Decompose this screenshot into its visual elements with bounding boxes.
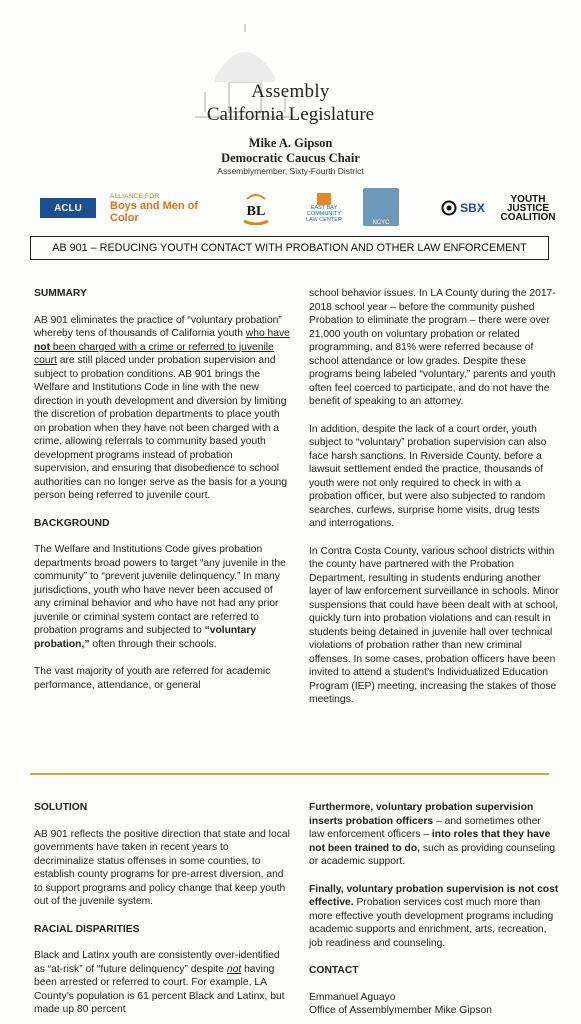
background-heading: BACKGROUND [34,517,110,529]
boys-men-of-color-logo: ALLIANCE FOR Boys and Men of Color [110,192,199,224]
youth-justice-coalition-logo: YOUTH JUSTICE COALITION [500,193,556,223]
ncyc-logo: NCYC [363,188,399,226]
member-role: Democratic Caucus Chair [221,151,360,165]
contact-heading: CONTACT [309,965,359,976]
solution-heading: SOLUTION [34,802,88,813]
cost-paragraph: Finally, voluntary probation supervision is not cost effective. Probation services cost much more than more effective youth development programs including academic supports and enrichment, arts, recreation, job readiness and counseling. [309,883,559,949]
left-column-bottom [34,801,290,1017]
bl-logo [241,188,271,228]
background-paragraph-3: school behavior issues. In LA County during the 2017-2018 school year – before the community pushed Probation to eliminate the program – there were over 21,000 youth on voluntary probation or related programming, and 81% were referred because of school attendance or low grades. Despite these programs being labeled “voluntary,” parents and youth often feel coerced to participate, and do not have the benefit of speaking to an attorney. [309,288,556,407]
assembly-heading: Assembly [251,81,330,102]
member-name: Mike A. Gipson [248,136,333,150]
background-paragraph-4: In addition, despite the lack of a court order, youth subject to “voluntary” probation supervision can also face harsh sanctions. In Riverside County, before a lawsuit settlement ended the practice, thousands of youth were not only required to check in with a probation officer, but were also subjected to random searches, curfews, surprise home visits, drug tests and interrogations. [309,423,547,529]
sponsor-logos [38,188,556,230]
summary-heading: SUMMARY [34,288,87,299]
right-column-top [309,287,559,707]
racial-disparities-paragraph: Black and Latinx youth are consistently over-identified as “at-risk” of “future delinquency” despite not having been arrested or referred to court. For example, LA County’s population is 61 percent Black and Latinx, but made up 80 percent [34,950,285,1015]
contact-office: Office of Assemblymember Mike Gipson [309,1005,492,1016]
racial-disparities-heading: RACIAL DISPARITIES [34,923,140,935]
summary-paragraph: AB 901 eliminates the practice of “voluntary probation” whereby tens of thousands of California youth who have not been charged with a crime or referred to juvenile court are still placed under probation supervision and subject to probation conditions. AB 901 brings the Welfare and Institutions Code in line with the new direction in youth development and diversion by limiting the discretion of probation departments to place youth on probation when they have not been charged with a crime, allowing referrals to community based youth development programs instead of probation supervision, and ensuring that disobedience to school authorities can no longer serve as the basis for a young person being referred to juvenile court. [34,314,290,501]
section-divider [30,773,549,775]
background-paragraph-2: The vast majority of youth are referred for academic performance, attendance, or general [34,666,271,691]
sbx-logo: SBX [428,188,498,228]
right-column-bottom [309,801,559,1018]
legislature-heading: California Legislature [206,104,375,125]
aclu-logo: ACLU [40,198,96,218]
svg-text:BL: BL [246,204,266,219]
bill-title-banner: AB 901 – REDUCING YOUTH CONTACT WITH PROBATION AND OTHER LAW ENFORCEMENT [30,236,549,260]
left-column-top [34,287,290,692]
member-district: Assemblymember, Sixty-Fourth District [217,166,364,176]
roles-paragraph: Furthermore, voluntary probation supervision inserts probation officers – and sometimes other law enforcement officers – into roles that they have not been trained to do, such as providing counseling or academic support. [309,802,556,867]
east-bay-community-law-center-logo: EAST BAY COMMUNITY LAW CENTER [300,188,348,228]
solution-paragraph: AB 901 reflects the positive direction that state and local governments have taken in recent years to decriminalize status offenses in some counties, to establish county programs for pre-arrest diversion, and to support programs and policy change that keep youth out of the juvenile system. [34,828,290,907]
letterhead [0,0,581,190]
background-paragraph-1: The Welfare and Institutions Code gives probation departments broad powers to target “any juvenile in the community” to “prevent juvenile delinquency.” In many jurisdictions, youth who have never been accused of any criminal behavior and who have not had any prior juvenile or criminal system contact are referred to probation programs and subjected to “voluntary probation,” often through their schools. [34,544,286,650]
background-paragraph-5: In Contra Costa County, various school districts within the county have partnered with the Probation Department, resulting in students enduring another layer of law enforcement surveillance in schools. Minor suspensions that could have been dealt with at school, quickly turn into probation violations and can result in students being detained in juvenile hall over technical violations of probation rather than new criminal offenses. In some cases, probation officers have been invited to attend a student’s Individualized Education Program (IEP) meeting, increasing the stakes of those meetings. [309,545,559,705]
contact-name: Emmanuel Aguayo [309,991,396,1003]
